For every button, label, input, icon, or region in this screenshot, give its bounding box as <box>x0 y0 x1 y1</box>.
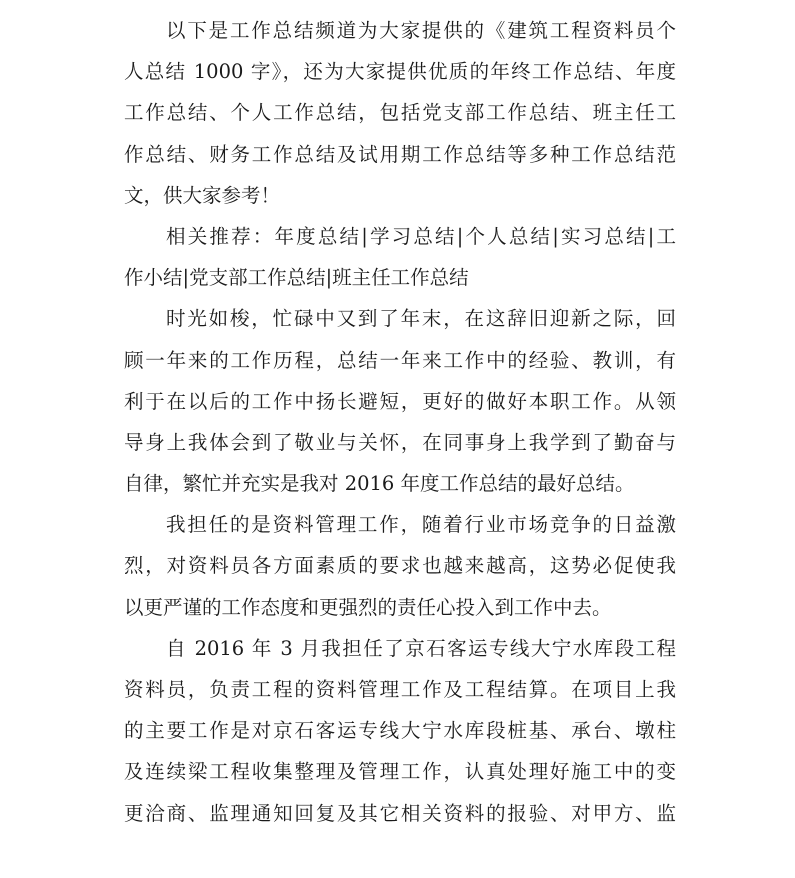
text-line: 以下是工作总结频道为大家提供的《建筑工程资料员个 <box>166 19 676 42</box>
text-line: 资料员，负责工程的资料管理工作及工程结算。在项目上我 <box>124 678 676 701</box>
text-line: 利于在以后的工作中扬长避短，更好的做好本职工作。从领 <box>124 389 676 413</box>
text-line: 作总结、财务工作总结及试用期工作总结等多种工作总结范 <box>124 142 676 166</box>
text-line: 工作总结、个人工作总结，包括党支部工作总结、班主任工 <box>124 101 676 125</box>
document-body <box>124 10 676 834</box>
text-line: 导身上我体会到了敬业与关怀，在同事身上我学到了勤奋与 <box>124 430 676 454</box>
text-line: 烈，对资料员各方面素质的要求也越来越高，这势必促使我 <box>124 554 676 578</box>
text-line: 作小结|党支部工作总结|班主任工作总结 <box>124 266 469 290</box>
text-line: 自律，繁忙并充实是我对 2016 年度工作总结的最好总结。 <box>124 472 635 496</box>
text-line: 以更严谨的工作态度和更强烈的责任心投入到工作中去。 <box>124 595 612 619</box>
text-line: 我担任的是资料管理工作，随着行业市场竞争的日益激 <box>166 513 676 537</box>
text-line: 更洽商、监理通知回复及其它相关资料的报验、对甲方、监 <box>124 801 676 825</box>
text-line: 时光如梭，忙碌中又到了年末，在这辞旧迎新之际，回 <box>166 307 676 331</box>
text-line: 的主要工作是对京石客运专线大宁水库段桩基、承台、墩柱 <box>124 719 676 743</box>
text-line: 相关推荐：年度总结|学习总结|个人总结|实习总结|工 <box>166 224 676 248</box>
text-line: 及连续梁工程收集整理及管理工作，认真处理好施工中的变 <box>124 760 676 784</box>
text-line: 人总结 1000 字》，还为大家提供优质的年终工作总结、年度 <box>124 60 676 84</box>
text-line: 文，供大家参考！ <box>124 183 281 207</box>
text-line: 顾一年来的工作历程，总结一年来工作中的经验、教训，有 <box>124 348 676 372</box>
text-line: 自 2016 年 3 月我担任了京石客运专线大宁水库段工程 <box>166 636 676 660</box>
